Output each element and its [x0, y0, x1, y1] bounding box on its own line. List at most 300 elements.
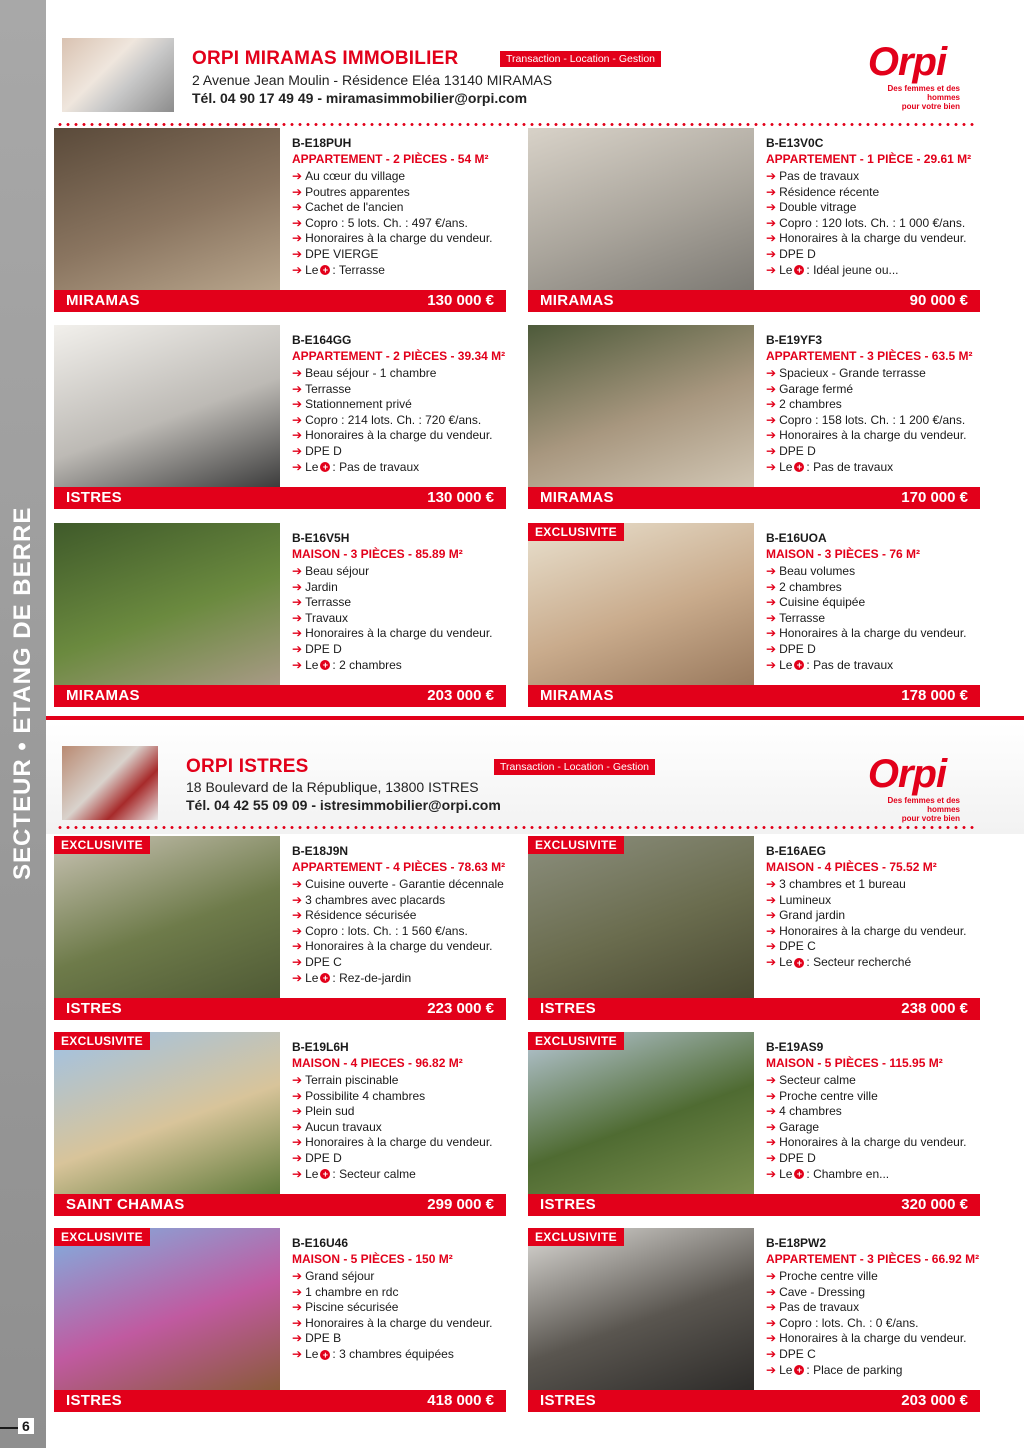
arrow-icon: ➔: [766, 184, 777, 199]
arrow-icon: ➔: [766, 1300, 777, 1315]
feature-text: Jardin: [305, 579, 338, 594]
listing-city: MIRAMAS: [540, 489, 614, 506]
exclusive-badge: EXCLUSIVITE: [54, 1032, 150, 1050]
feature-text: Honoraires à la charge du vendeur.: [779, 231, 967, 246]
feature-text: Proche centre ville: [779, 1088, 878, 1103]
listing-photo[interactable]: [528, 1032, 754, 1194]
le-plus-text: : Secteur calme: [332, 1166, 416, 1181]
listing-card[interactable]: [528, 836, 980, 1022]
listing-reference: B-E18PUH: [292, 136, 352, 150]
listing-city: ISTRES: [66, 1392, 122, 1409]
listing-photo[interactable]: [528, 836, 754, 998]
arrow-icon: ➔: [766, 1284, 777, 1299]
arrow-icon: ➔: [292, 366, 303, 380]
listing-feature: [292, 939, 504, 955]
listing-le-plus: [766, 1363, 967, 1379]
listing-photo[interactable]: [528, 1228, 754, 1390]
listing-price: 418 000 €: [427, 1392, 494, 1409]
listing-reference: B-E19L6H: [292, 1040, 349, 1054]
listing-features: [292, 366, 493, 475]
arrow-icon: ➔: [766, 428, 777, 443]
listing-city: MIRAMAS: [66, 687, 140, 704]
listing-city: MIRAMAS: [66, 292, 140, 309]
arrow-icon: ➔: [766, 1150, 777, 1165]
listing-city: MIRAMAS: [540, 687, 614, 704]
arrow-icon: ➔: [292, 381, 303, 396]
listing-reference: B-E18PW2: [766, 1236, 827, 1250]
le-plus-text: : 2 chambres: [332, 657, 402, 672]
listing-city: ISTRES: [540, 1196, 596, 1213]
listing-features: [292, 564, 493, 673]
le-plus-prefix: Le: [305, 262, 319, 277]
feature-text: 3 chambres et 1 bureau: [779, 877, 906, 891]
listing-card[interactable]: [528, 128, 980, 314]
listing-city: ISTRES: [66, 1000, 122, 1017]
orpi-logo-tagline: Des femmes et des hommes: [887, 84, 960, 102]
le-plus-prefix: Le: [779, 459, 793, 474]
listing-feature: [766, 626, 967, 642]
le-plus-text: : Place de parking: [806, 1362, 903, 1377]
listing-card[interactable]: [528, 325, 980, 511]
arrow-icon: ➔: [292, 215, 303, 230]
listing-photo-image: [528, 1228, 754, 1390]
listing-price: 238 000 €: [901, 1000, 968, 1017]
feature-text: Copro : lots. Ch. : 1 560 €/ans.: [305, 923, 468, 938]
orpi-logo-word: Orpi: [867, 40, 947, 84]
arrow-icon: ➔: [292, 1088, 303, 1103]
agency-name: ORPI ISTRES: [186, 756, 309, 777]
feature-text: DPE B: [305, 1331, 342, 1346]
arrow-icon: ➔: [766, 579, 777, 594]
le-plus-text: : Pas de travaux: [806, 459, 894, 474]
arrow-icon: ➔: [292, 459, 303, 474]
feature-text: Lumineux: [779, 892, 832, 907]
listing-feature: [292, 955, 504, 971]
agency-services-tag: Transaction - Location - Gestion: [494, 759, 655, 775]
listing-photo-image: [54, 836, 280, 998]
feature-text: Grand jardin: [779, 908, 846, 923]
listing-photo[interactable]: [528, 128, 754, 290]
arrow-icon: ➔: [766, 381, 777, 396]
arrow-icon: ➔: [292, 1073, 303, 1087]
listing-price: 178 000 €: [901, 687, 968, 704]
feature-text: Cuisine équipée: [779, 595, 866, 610]
plus-icon: +: [320, 265, 330, 275]
arrow-icon: ➔: [766, 939, 777, 954]
listing-photo[interactable]: [54, 1228, 280, 1390]
feature-text: Honoraires à la charge du vendeur.: [779, 923, 967, 938]
arrow-icon: ➔: [292, 939, 303, 954]
listing-reference: B-E16V5H: [292, 531, 350, 545]
listing-feature: [766, 397, 967, 413]
feature-text: Honoraires à la charge du vendeur.: [305, 939, 493, 954]
listing-bar: [528, 487, 980, 509]
arrow-icon: ➔: [766, 595, 777, 610]
listing-type: APPARTEMENT - 2 PIÈCES - 54 M²: [292, 152, 489, 166]
feature-text: Double vitrage: [779, 200, 857, 215]
feature-text: 2 chambres: [779, 579, 842, 594]
agency-header-miramas: [46, 0, 1024, 125]
arrow-icon: ➔: [292, 200, 303, 215]
listing-le-plus: [292, 1167, 493, 1183]
arrow-icon: ➔: [766, 200, 777, 215]
listing-price: 320 000 €: [901, 1196, 968, 1213]
listing-features: [292, 877, 504, 986]
listing-reference: B-E19AS9: [766, 1040, 824, 1054]
listing-card[interactable]: [528, 523, 980, 709]
listing-feature: [292, 1269, 493, 1285]
arrow-icon: ➔: [292, 923, 303, 938]
plus-icon: +: [794, 660, 804, 670]
listing-feature: [292, 893, 504, 909]
feature-text: Garage: [779, 1119, 820, 1134]
listing-reference: B-E164GG: [292, 333, 352, 347]
arrow-icon: ➔: [292, 1135, 303, 1150]
listing-type: MAISON - 3 PIÈCES - 85.89 M²: [292, 547, 463, 561]
arrow-icon: ➔: [766, 231, 777, 246]
listing-feature: [292, 626, 493, 642]
arrow-icon: ➔: [292, 564, 303, 578]
arrow-icon: ➔: [766, 1135, 777, 1150]
listing-feature: [766, 893, 967, 909]
listing-features: [292, 169, 493, 278]
arrow-icon: ➔: [766, 1269, 777, 1283]
listing-price: 130 000 €: [427, 489, 494, 506]
listing-card[interactable]: [54, 1032, 506, 1218]
feature-text: Cuisine ouverte - Garantie décennale: [305, 877, 504, 891]
arrow-icon: ➔: [766, 923, 777, 938]
arrow-icon: ➔: [766, 246, 777, 261]
arrow-icon: ➔: [766, 877, 777, 891]
dotted-divider: [56, 826, 976, 829]
feature-text: DPE D: [779, 246, 816, 261]
exclusive-badge: EXCLUSIVITE: [528, 523, 624, 541]
plus-icon: +: [794, 462, 804, 472]
feature-text: DPE D: [305, 641, 342, 656]
listing-reference: B-E13V0C: [766, 136, 824, 150]
arrow-icon: ➔: [292, 412, 303, 427]
feature-text: Résidence sécurisée: [305, 908, 417, 923]
feature-text: Copro : lots. Ch. : 0 €/ans.: [779, 1315, 919, 1330]
feature-text: Copro : 5 lots. Ch. : 497 €/ans.: [305, 215, 468, 230]
listing-feature: [766, 908, 967, 924]
listing-photo-image: [528, 836, 754, 998]
feature-text: Copro : 158 lots. Ch. : 1 200 €/ans.: [779, 412, 966, 427]
listing-photo[interactable]: [528, 523, 754, 685]
listing-features: [292, 1073, 493, 1182]
arrow-icon: ➔: [766, 657, 777, 672]
feature-text: Terrasse: [305, 595, 352, 610]
exclusive-badge: EXCLUSIVITE: [528, 1032, 624, 1050]
listing-feature: [766, 231, 967, 247]
listing-photo-image: [54, 325, 280, 487]
feature-text: Cachet de l'ancien: [305, 200, 404, 215]
exclusive-badge: EXCLUSIVITE: [54, 836, 150, 854]
agency-photo: [62, 38, 174, 112]
listing-le-plus: [292, 658, 493, 674]
arrow-icon: ➔: [292, 970, 303, 985]
arrow-icon: ➔: [292, 626, 303, 641]
listing-feature: [766, 564, 967, 580]
listing-le-plus: [766, 263, 967, 279]
listing-features: [292, 1269, 493, 1363]
listing-card[interactable]: [54, 836, 506, 1022]
arrow-icon: ➔: [292, 397, 303, 412]
le-plus-prefix: Le: [305, 459, 319, 474]
le-plus-text: : Rez-de-jardin: [332, 970, 412, 985]
listing-feature: [292, 1073, 493, 1089]
agency-photo: [62, 746, 158, 820]
listing-bar: [54, 1194, 506, 1216]
arrow-icon: ➔: [766, 626, 777, 641]
listing-photo-image: [528, 1032, 754, 1194]
arrow-icon: ➔: [292, 428, 303, 443]
listing-type: MAISON - 5 PIÈCES - 150 M²: [292, 1252, 453, 1266]
page-number-rule: [0, 1427, 20, 1429]
feature-text: Copro : 214 lots. Ch. : 720 €/ans.: [305, 412, 482, 427]
feature-text: Plein sud: [305, 1104, 355, 1119]
agency-header-istres: [46, 722, 1024, 834]
listing-feature: [292, 1331, 493, 1347]
listing-feature: [766, 1089, 967, 1105]
listing-le-plus: [766, 658, 967, 674]
arrow-icon: ➔: [292, 595, 303, 610]
section-divider: [46, 716, 1024, 720]
listing-feature: [766, 1104, 967, 1120]
listing-type: APPARTEMENT - 4 PIÈCES - 78.63 M²: [292, 860, 506, 874]
listing-city: ISTRES: [540, 1000, 596, 1017]
listing-card[interactable]: [54, 1228, 506, 1414]
orpi-logo-tagline: Des femmes et des hommes: [887, 796, 960, 814]
listing-feature: [766, 1285, 967, 1301]
listing-city: SAINT CHAMAS: [66, 1196, 185, 1213]
listing-bar: [528, 685, 980, 707]
listing-type: APPARTEMENT - 3 PIÈCES - 63.5 M²: [766, 349, 973, 363]
feature-text: Beau séjour: [305, 564, 370, 578]
listing-reference: B-E16UOA: [766, 531, 827, 545]
arrow-icon: ➔: [766, 366, 777, 380]
arrow-icon: ➔: [766, 564, 777, 578]
listing-photo[interactable]: [54, 325, 280, 487]
arrow-icon: ➔: [766, 215, 777, 230]
listing-card[interactable]: [54, 128, 506, 314]
plus-icon: +: [794, 1169, 804, 1179]
listing-feature: [766, 1073, 967, 1089]
listing-feature: [292, 877, 504, 893]
listing-le-plus: [766, 460, 967, 476]
listing-feature: [766, 580, 967, 596]
feature-text: Pas de travaux: [779, 169, 860, 183]
listing-feature: [766, 1269, 967, 1285]
arrow-icon: ➔: [292, 1300, 303, 1315]
le-plus-prefix: Le: [779, 657, 793, 672]
feature-text: DPE D: [779, 641, 816, 656]
listing-features: [766, 1073, 967, 1182]
arrow-icon: ➔: [766, 412, 777, 427]
le-plus-text: : 3 chambres équipées: [332, 1346, 454, 1361]
listing-card[interactable]: [54, 325, 506, 511]
exclusive-badge: EXCLUSIVITE: [528, 836, 624, 854]
le-plus-prefix: Le: [305, 1166, 319, 1181]
feature-text: Travaux: [305, 610, 348, 625]
arrow-icon: ➔: [292, 231, 303, 246]
listing-le-plus: [766, 955, 967, 971]
le-plus-text: : Terrasse: [332, 262, 385, 277]
arrow-icon: ➔: [292, 657, 303, 672]
listing-type: APPARTEMENT - 1 PIÈCE - 29.61 M²: [766, 152, 972, 166]
feature-text: Proche centre ville: [779, 1269, 878, 1283]
listing-price: 223 000 €: [427, 1000, 494, 1017]
arrow-icon: ➔: [766, 1088, 777, 1103]
listing-features: [766, 169, 967, 278]
listing-feature: [766, 1300, 967, 1316]
feature-text: Terrasse: [779, 610, 826, 625]
le-plus-text: : Pas de travaux: [806, 657, 894, 672]
exclusive-badge: EXCLUSIVITE: [528, 1228, 624, 1246]
le-plus-prefix: Le: [779, 262, 793, 277]
listing-feature: [292, 1316, 493, 1332]
listing-bar: [528, 998, 980, 1020]
arrow-icon: ➔: [766, 1119, 777, 1134]
feature-text: DPE D: [305, 443, 342, 458]
feature-text: Résidence récente: [779, 184, 880, 199]
listing-photo[interactable]: [54, 523, 280, 685]
listing-price: 130 000 €: [427, 292, 494, 309]
listing-features: [766, 1269, 967, 1378]
feature-text: Honoraires à la charge du vendeur.: [305, 428, 493, 443]
listing-photo-image: [54, 523, 280, 685]
feature-text: DPE VIERGE: [305, 246, 379, 261]
plus-icon: +: [320, 462, 330, 472]
feature-text: Honoraires à la charge du vendeur.: [779, 626, 967, 641]
arrow-icon: ➔: [292, 1346, 303, 1361]
listing-feature: [292, 1135, 493, 1151]
listing-feature: [292, 908, 504, 924]
arrow-icon: ➔: [292, 908, 303, 923]
listing-reference: B-E18J9N: [292, 844, 349, 858]
listing-feature: [292, 216, 493, 232]
arrow-icon: ➔: [292, 1119, 303, 1134]
arrow-icon: ➔: [766, 610, 777, 625]
arrow-icon: ➔: [292, 184, 303, 199]
feature-text: Spacieux - Grande terrasse: [779, 366, 926, 380]
listing-price: 170 000 €: [901, 489, 968, 506]
listing-photo[interactable]: [528, 325, 754, 487]
feature-text: Copro : 120 lots. Ch. : 1 000 €/ans.: [779, 215, 966, 230]
arrow-icon: ➔: [292, 1150, 303, 1165]
arrow-icon: ➔: [292, 610, 303, 625]
listing-features: [766, 877, 967, 971]
listing-bar: [54, 685, 506, 707]
listing-bar: [54, 290, 506, 312]
listing-photo-image: [528, 128, 754, 290]
listing-type: MAISON - 4 PIECES - 96.82 M²: [292, 1056, 463, 1070]
listing-city: ISTRES: [540, 1392, 596, 1409]
feature-text: 3 chambres avec placards: [305, 892, 446, 907]
arrow-icon: ➔: [292, 1269, 303, 1283]
plus-icon: +: [794, 265, 804, 275]
listing-feature: [292, 397, 493, 413]
agency-address: 18 Boulevard de la République, 13800 ISTRES: [186, 779, 479, 795]
listing-le-plus: [292, 263, 493, 279]
le-plus-prefix: Le: [779, 1362, 793, 1377]
arrow-icon: ➔: [766, 1346, 777, 1361]
listing-bar: [528, 290, 980, 312]
arrow-icon: ➔: [292, 1166, 303, 1181]
arrow-icon: ➔: [766, 1315, 777, 1330]
arrow-icon: ➔: [292, 579, 303, 594]
feature-text: Grand séjour: [305, 1269, 375, 1283]
arrow-icon: ➔: [292, 262, 303, 277]
feature-text: Cave - Dressing: [779, 1284, 866, 1299]
dotted-divider: [56, 123, 976, 126]
feature-text: Poutres apparentes: [305, 184, 410, 199]
agency-contact: Tél. 04 42 55 09 09 - istresimmobilier@orpi.com: [186, 797, 501, 813]
arrow-icon: ➔: [292, 169, 303, 183]
feature-text: DPE C: [779, 939, 816, 954]
listing-photo[interactable]: [54, 836, 280, 998]
feature-text: Stationnement privé: [305, 397, 412, 412]
arrow-icon: ➔: [766, 954, 777, 969]
le-plus-text: : Pas de travaux: [332, 459, 420, 474]
arrow-icon: ➔: [766, 1331, 777, 1346]
listing-feature: [766, 366, 967, 382]
listing-card[interactable]: [528, 1032, 980, 1218]
listing-card[interactable]: [528, 1228, 980, 1414]
listing-feature: [292, 413, 493, 429]
listing-photo-image: [528, 325, 754, 487]
feature-text: Honoraires à la charge du vendeur.: [779, 1331, 967, 1346]
listing-type: MAISON - 5 PIÈCES - 115.95 M²: [766, 1056, 943, 1070]
feature-text: DPE C: [779, 1346, 816, 1361]
feature-text: 2 chambres: [779, 397, 842, 412]
arrow-icon: ➔: [292, 443, 303, 458]
arrow-icon: ➔: [292, 1315, 303, 1330]
listing-le-plus: [292, 1347, 493, 1363]
listing-feature: [292, 382, 493, 398]
arrow-icon: ➔: [766, 1166, 777, 1181]
listing-feature: [292, 366, 493, 382]
feature-text: DPE D: [779, 443, 816, 458]
listing-photo-image: [54, 1032, 280, 1194]
le-plus-prefix: Le: [305, 1346, 319, 1361]
listing-photo[interactable]: [54, 1032, 280, 1194]
arrow-icon: ➔: [292, 954, 303, 969]
feature-text: 1 chambre en rdc: [305, 1284, 399, 1299]
feature-text: DPE C: [305, 954, 342, 969]
listing-feature: [292, 924, 504, 940]
agency-contact: Tél. 04 90 17 49 49 - miramasimmobilier@orpi.com: [192, 90, 528, 106]
listing-feature: [292, 444, 493, 460]
listing-bar: [528, 1194, 980, 1216]
listing-feature: [292, 1089, 493, 1105]
plus-icon: +: [320, 973, 330, 983]
arrow-icon: ➔: [292, 246, 303, 261]
arrow-icon: ➔: [292, 892, 303, 907]
feature-text: Garage fermé: [779, 381, 854, 396]
listing-feature: [766, 877, 967, 893]
feature-text: Honoraires à la charge du vendeur.: [779, 1135, 967, 1150]
listing-bar: [54, 1390, 506, 1412]
listing-card[interactable]: [54, 523, 506, 709]
arrow-icon: ➔: [766, 892, 777, 907]
agency-services-tag: Transaction - Location - Gestion: [500, 51, 661, 67]
listing-bar: [54, 998, 506, 1020]
plus-icon: +: [320, 660, 330, 670]
listing-photo[interactable]: [54, 128, 280, 290]
feature-text: Aucun travaux: [305, 1119, 382, 1134]
listing-feature: [292, 1151, 493, 1167]
